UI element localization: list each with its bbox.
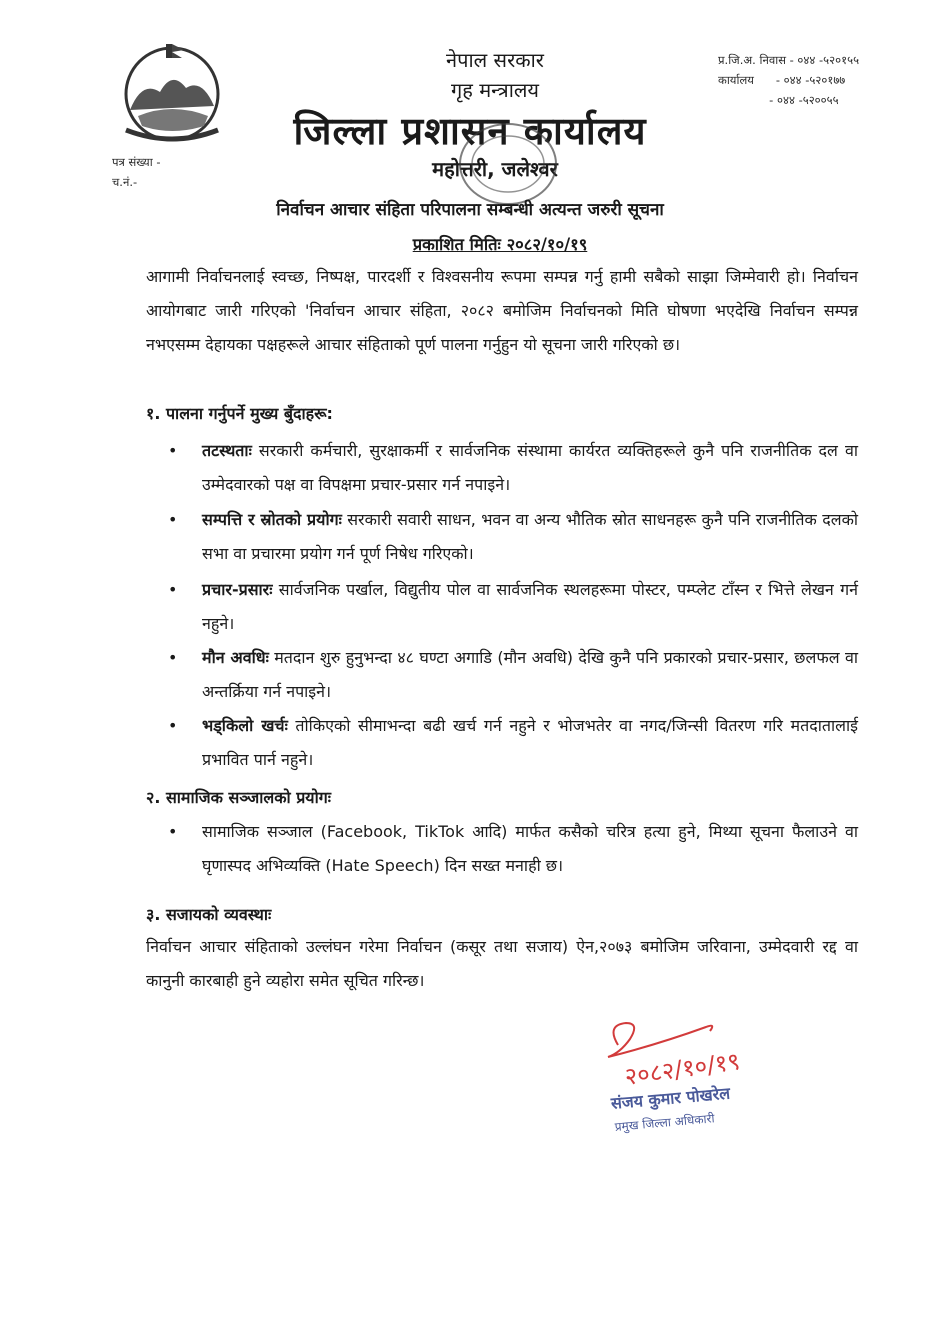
- section-3-heading: ३. सजायको व्यवस्थाः: [146, 905, 272, 924]
- letter-number: पत्र संख्या -: [112, 155, 161, 169]
- government-name: नेपाल सरकार: [446, 48, 544, 72]
- section-3-text: निर्वाचन आचार संहिताको उल्लंघन गरेमा निर्वाचन (कसूर तथा सजाय) ऐन,२०७३ बमोजिम जरिवाना, उम्मेदवारी रद्द वा कानुनी कारबाही हुने व्यहोरा समेत सूचित गरिन्छ।: [146, 937, 858, 990]
- ministry-name: गृह मन्त्रालय: [450, 78, 540, 102]
- item-label: भड्किलो खर्चः: [202, 716, 288, 735]
- item-text: सरकारी सवारी साधन, भवन वा अन्य भौतिक स्रोत साधनहरू कुनै पनि राजनीतिक दलको सभा वा प्रचारमा प्रयोग गर्न पूर्ण निषेध गरिएको।: [202, 510, 858, 563]
- intro-paragraph: आगामी निर्वाचनलाई स्वच्छ, निष्पक्ष, पारदर्शी र विश्वसनीय रूपमा सम्पन्न गर्नु हामी सबैको साझा जिम्मेवारी हो। निर्वाचन आयोगबाट जारी गरिएको 'निर्वाचन आचार संहिता, २०८२ बमोजिम निर्वाचनको मिति घोषणा भएदेखि निर्वाचन सम्पन्न नभएसम्म देहायका पक्षहरूले आचार संहिताको पूर्ण पालना गर्नुहुन यो सूचना जारी गरिएको छ।: [146, 267, 858, 354]
- signature-date: २०८२/१०/१९: [622, 1047, 742, 1091]
- item-label: तटस्थताः: [202, 441, 252, 460]
- bullet-icon: •: [168, 716, 178, 735]
- contact-numbers: [718, 50, 859, 110]
- section-2-heading: २. सामाजिक सञ्जालको प्रयोगः: [146, 788, 331, 807]
- bullet-icon: •: [168, 510, 178, 529]
- item-text: सामाजिक सञ्जाल (Facebook, TikTok आदि) मार्फत कसैको चरित्र हत्या हुने, मिथ्या सूचना फैलाउने वा घृणास्पद अभिव्यक्ति (Hate Speech) दिन सख्त मनाही छ।: [202, 822, 858, 875]
- bullet-icon: •: [168, 580, 178, 599]
- district-name: महोत्तरी, जलेश्वर: [432, 157, 558, 181]
- notice-title: निर्वाचन आचार संहिता परिपालना सम्बन्धी अत्यन्त जरुरी सूचना: [276, 200, 664, 220]
- item-text: तोकिएको सीमाभन्दा बढी खर्च गर्न नहुने र भोजभतेर वा नगद/जिन्सी वितरण गरि मतदातालाई प्रभावित पार्न नहुने।: [202, 716, 858, 769]
- contact-line: प्र.जि.अ. निवास - ०४४ -५२०१५५: [718, 53, 860, 67]
- item-label: मौन अवधिः: [202, 648, 269, 667]
- item-text: मतदान शुरु हुनुभन्दा ४८ घण्टा अगाडि (मौन अवधि) देखि कुनै पनि प्रकारको प्रचार-प्रसार, छलफल वा अन्तर्क्रिया गर्न नपाइने।: [202, 648, 859, 701]
- bullet-icon: •: [168, 822, 178, 841]
- dispatch-number: च.नं.-: [112, 175, 138, 189]
- signatory-designation: प्रमुख जिल्ला अधिकारी: [614, 1111, 716, 1134]
- item-label: सम्पत्ति र स्रोतको प्रयोगः: [202, 510, 342, 529]
- bullet-icon: •: [168, 648, 178, 667]
- item-text: सरकारी कर्मचारी, सुरक्षाकर्मी र सार्वजनिक संस्थामा कार्यरत व्यक्तिहरूले कुनै पनि राजनीतिक दल वा उम्मेदवारको पक्ष वा विपक्षमा प्रचार-प्रसार गर्न नपाइने।: [202, 441, 858, 494]
- signatory-name: संजय कुमार पोखरेल: [610, 1083, 731, 1113]
- item-label: प्रचार-प्रसारः: [202, 580, 273, 599]
- section-1-heading: १. पालना गर्नुपर्ने मुख्य बुँदाहरू:: [146, 404, 333, 423]
- item-text: सार्वजनिक पर्खाल, विद्युतीय पोल वा सार्वजनिक स्थलहरूमा पोस्टर, पम्प्लेट टाँस्न र भित्ते लेखन गर्न नहुने।: [202, 580, 858, 633]
- reference-block: [112, 152, 161, 192]
- contact-line: - ०४४ -५२००५५: [718, 93, 839, 107]
- published-date: [0, 232, 940, 255]
- contact-line: कार्यालय - ०४४ -५२०१७७: [718, 73, 846, 87]
- bullet-icon: •: [168, 441, 178, 460]
- published-date-text: प्रकाशित मितिः २०८२/१०/१९: [412, 235, 588, 254]
- office-name: जिल्ला प्रशासन कार्यालय: [293, 109, 647, 153]
